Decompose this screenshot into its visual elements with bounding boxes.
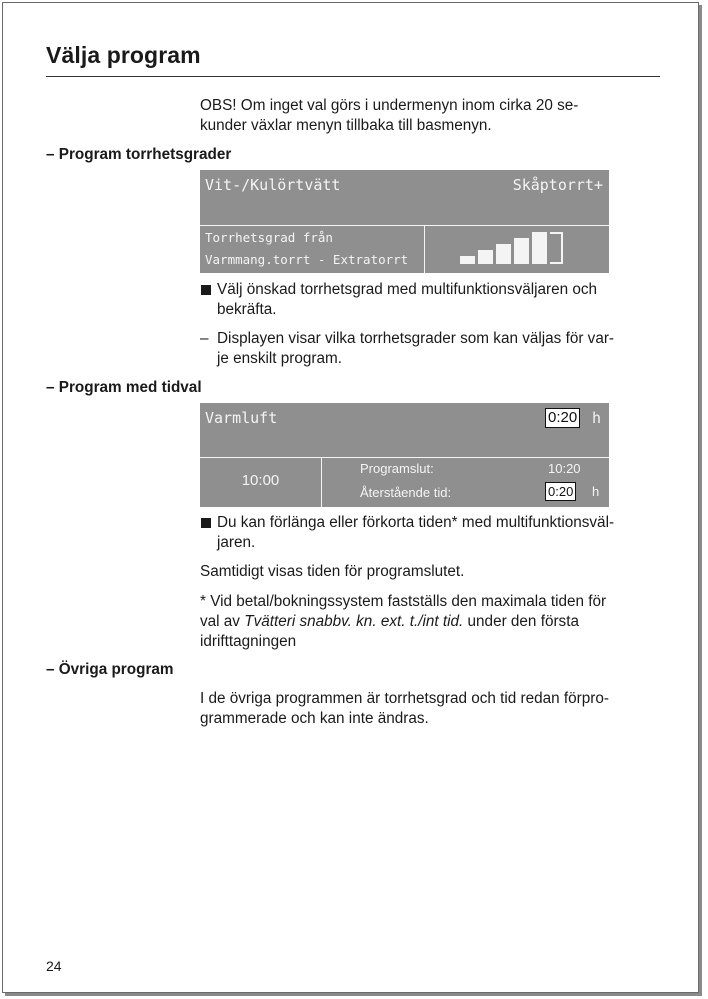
display-dryness-level: Skåptorrt+ bbox=[512, 176, 603, 194]
display-duration-unit: h bbox=[592, 409, 602, 427]
display-remaining-value: 0:20 bbox=[545, 482, 576, 501]
display-end-value: 10:20 bbox=[548, 461, 581, 476]
bullet-square-icon bbox=[201, 285, 211, 295]
bullet-line: jaren. bbox=[217, 534, 256, 551]
display-range-label: Torrhetsgrad från bbox=[205, 230, 333, 245]
display-vertical-divider bbox=[321, 458, 322, 507]
page-number: 24 bbox=[46, 958, 62, 974]
display-divider bbox=[200, 225, 609, 226]
other-line-1: I de övriga programmen är torrhetsgrad och tid redan förpro- bbox=[200, 690, 609, 707]
section-heading-time: – Program med tidval bbox=[46, 379, 202, 396]
other-programs-text bbox=[200, 689, 660, 729]
dash-line: je enskilt program. bbox=[217, 350, 342, 367]
display-remaining-unit: h bbox=[592, 484, 600, 499]
dash-display-info bbox=[200, 329, 660, 369]
display-clock: 10:00 bbox=[241, 472, 280, 489]
bullet-adjust-time bbox=[200, 513, 660, 553]
display-range-value: Varmmang.torrt - Extratorrt bbox=[205, 252, 409, 267]
time-display bbox=[200, 403, 609, 507]
end-time-note: Samtidigt visas tiden för programslutet. bbox=[200, 563, 465, 580]
bullet-square-icon bbox=[201, 518, 211, 528]
note-line: idrifttagningen bbox=[200, 633, 297, 650]
note-line bbox=[200, 612, 660, 632]
dryness-bar-5 bbox=[532, 232, 547, 264]
display-divider bbox=[200, 457, 609, 458]
section-heading-dryness: – Program torrhetsgrader bbox=[46, 146, 232, 163]
other-line-2: grammerade och kan inte ändras. bbox=[200, 710, 429, 727]
bullet-line: Välj önskad torrhetsgrad med multifunktionsväljaren och bbox=[217, 281, 598, 298]
display-vertical-divider bbox=[424, 226, 425, 273]
section-heading-other: – Övriga program bbox=[46, 661, 174, 678]
title-divider bbox=[46, 76, 660, 77]
dryness-bar-2 bbox=[478, 250, 493, 264]
obs-line-2: kunder växlar menyn tillbaka till basmenyn. bbox=[200, 117, 492, 134]
dryness-bar-6-outline bbox=[550, 232, 563, 264]
note-line: * Vid betal/bokningssystem fastställs den maximala tiden för bbox=[200, 593, 607, 610]
payment-system-note bbox=[200, 592, 660, 652]
note-text: val av bbox=[200, 613, 245, 630]
dryness-display bbox=[200, 170, 609, 273]
display-program-name: Varmluft bbox=[205, 409, 278, 427]
dryness-bar-4 bbox=[514, 238, 529, 264]
obs-note bbox=[200, 96, 660, 136]
display-remaining-label: Återstående tid: bbox=[360, 485, 452, 500]
page-title: Välja program bbox=[46, 42, 201, 68]
bullet-select-dryness bbox=[200, 280, 660, 320]
obs-line-1: OBS! Om inget val görs i undermenyn inom cirka 20 se- bbox=[200, 97, 579, 114]
bullet-line: bekräfta. bbox=[217, 301, 277, 318]
dryness-bar-1 bbox=[460, 256, 475, 264]
note-text: under den första bbox=[463, 613, 579, 630]
display-program-name: Vit-/Kulörtvätt bbox=[205, 176, 341, 194]
display-end-label: Programslut: bbox=[360, 461, 434, 476]
dryness-bar-3 bbox=[496, 244, 511, 264]
dryness-level-bars bbox=[460, 232, 570, 264]
display-duration: 0:20 bbox=[545, 408, 580, 428]
bullet-line: Du kan förlänga eller förkorta tiden* med multifunktionsväl- bbox=[217, 514, 615, 531]
note-italic-setting: Tvätteri snabbv. kn. ext. t./int tid. bbox=[244, 613, 464, 630]
dash-mark: – bbox=[200, 330, 209, 347]
dash-line: Displayen visar vilka torrhetsgrader som kan väljas för var- bbox=[217, 330, 615, 347]
